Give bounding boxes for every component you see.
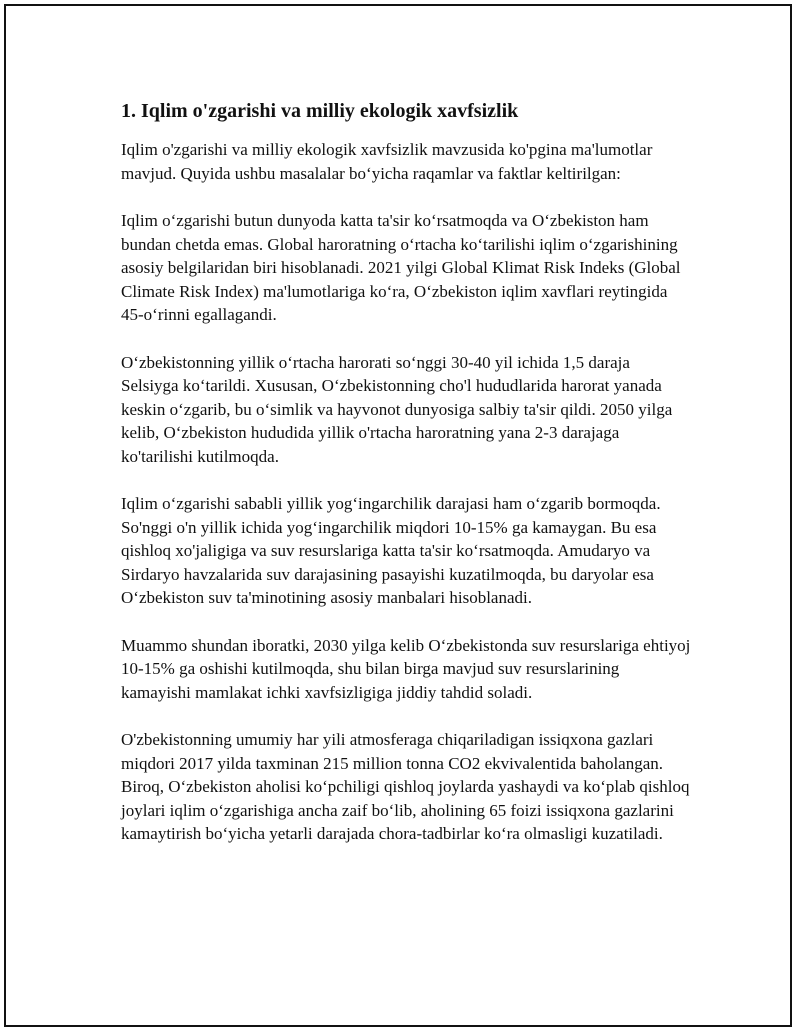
document-page [4, 4, 792, 1027]
document-content [121, 98, 691, 870]
paragraph-precipitation: Iqlim o‘zgarishi sababli yillik yog‘ingarchilik darajasi ham o‘zgarib bormoqda. So'nggi o'n yillik ichida yog‘ingarchilik miqdori 10-15% ga kamaygan. Bu esa qishloq xo'jaligiga va suv resurslariga katta ta'sir ko‘rsatmoqda. Amudaryo va Sirdaryo havzalarida suv darajasining pasayishi kuzatilmoqda, bu daryolar esa O‘zbekiston suv ta'minotining asosiy manbalari hisoblanadi. [121, 494, 661, 607]
paragraph-temperature: O‘zbekistonning yillik o‘rtacha harorati so‘nggi 30-40 yil ichida 1,5 daraja Selsiyga ko‘tarildi. Xususan, O‘zbekistonning cho'l hududlarida harorat yanada keskin o‘zgarib, bu o‘simlik va hayvonot dunyosiga salbiy ta'sir qildi. 2050 yilga kelib, O‘zbekiston hududida yillik o'rtacha haroratning yana 2-3 darajaga ko'tarilishi kutilmoqda. [121, 352, 673, 466]
paragraph-water-demand: Muammo shundan iboratki, 2030 yilga kelib O‘zbekistonda suv resurslariga ehtiyoj 10-15% ga oshishi kutilmoqda, shu bilan birga mavjud suv resurslarining kamayishi mamlakat ichki xavfsizligiga jiddiy tahdid soladi. [121, 635, 691, 702]
paragraph-climate-impact: Iqlim o‘zgarishi butun dunyoda katta ta'sir ko‘rsatmoqda va O‘zbekiston ham bundan chetda emas. Global haroratning o‘rtacha ko‘tarilishi iqlim o‘zgarishining asosiy belgilaridan biri hisoblanadi. 2021 yilgi Global Klimat Risk Indeks (Global Climate Risk Index) ma'lumotlariga ko‘ra, O‘zbekiston iqlim xavflari reytingida 45-o‘rinni egallagandi. [121, 211, 681, 324]
section-title: 1. Iqlim o'zgarishi va milliy ekologik xavfsizlik [121, 100, 519, 122]
paragraph-emissions: O'zbekistonning umumiy har yili atmosferaga chiqariladigan issiqxona gazlari miqdori 2017 yilda taxminan 215 million tonna CO2 ekvivalentida baholangan. Biroq, O‘zbekiston aholisi ko‘pchiligi qishloq joylarda yashaydi va ko‘plab qishloq joylari iqlim o‘zgarishiga ancha zaif bo‘lib, aholining 65 foizi issiqxona gazlarini kamaytirish bo‘yicha yetarli darajada chora-tadbirlar ko‘ra olmasligi kuzatiladi. [121, 730, 690, 843]
paragraph-intro: Iqlim o'zgarishi va milliy ekologik xavfsizlik mavzusida ko'pgina ma'lumotlar mavjud. Quyida ushbu masalalar bo‘yicha raqamlar va faktlar keltirilgan: [121, 140, 653, 183]
